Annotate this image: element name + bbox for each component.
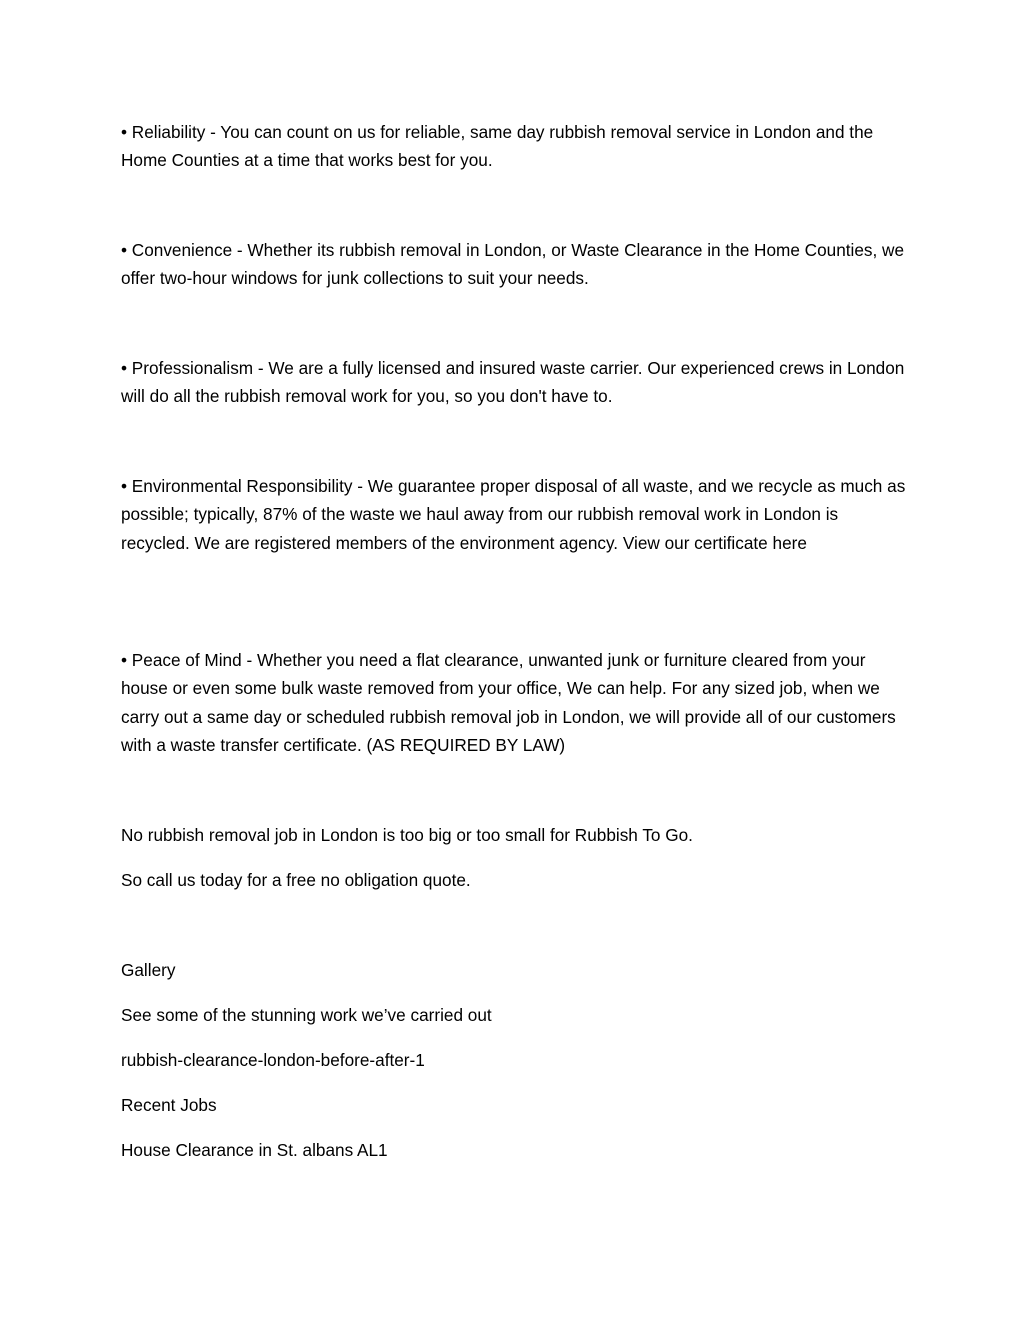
bullet-peace-of-mind: • Peace of Mind - Whether you need a flat clearance, unwanted junk or furniture cleared from your house or even some bulk waste removed from your office, We can help. For any sized job, when we carry out a same day or scheduled rubbish removal job in London, we will provide all of our customers with a waste transfer certificate. (AS REQUIRED BY LAW) <box>121 650 896 755</box>
closing-statement: No rubbish removal job in London is too big or too small for Rubbish To Go. <box>121 825 693 845</box>
recent-job-item: House Clearance in St. albans AL1 <box>121 1140 388 1160</box>
gallery-heading: Gallery <box>121 960 176 980</box>
gallery-subheading: See some of the stunning work we’ve carried out <box>121 1005 492 1025</box>
bullet-reliability: • Reliability - You can count on us for reliable, same day rubbish removal service in London and the Home Counties at a time that works best for you. <box>121 122 874 171</box>
gallery-image-caption: rubbish-clearance-london-before-after-1 <box>121 1050 425 1070</box>
bullet-environmental-responsibility: • Environmental Responsibility - We guarantee proper disposal of all waste, and we recycle as much as possible; typically, 87% of the waste we haul away from our rubbish removal work in London is recycled. We are registered members of the environment agency. View our certificate here <box>121 476 906 553</box>
recent-jobs-heading: Recent Jobs <box>121 1095 217 1115</box>
call-to-action: So call us today for a free no obligation quote. <box>121 870 471 890</box>
bullet-convenience: • Convenience - Whether its rubbish removal in London, or Waste Clearance in the Home Counties, we offer two-hour windows for junk collections to suit your needs. <box>121 240 905 289</box>
bullet-professionalism: • Professionalism - We are a fully licensed and insured waste carrier. Our experienced crews in London will do all the rubbish removal work for you, so you don't have to. <box>121 358 905 407</box>
